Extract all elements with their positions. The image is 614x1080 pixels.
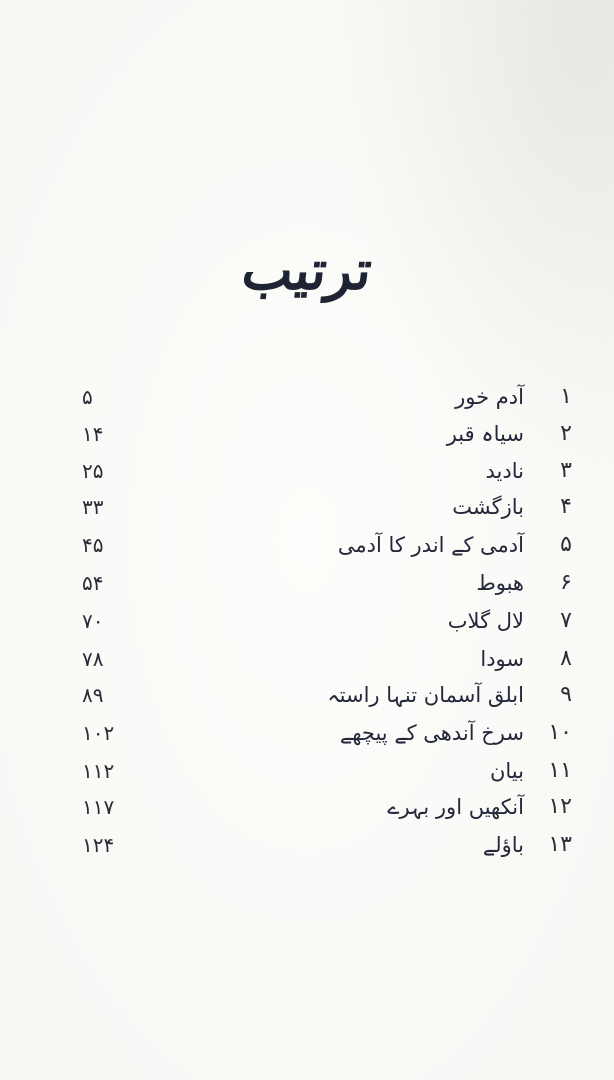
entry-title: آدمی کے اندر کا آدمی: [337, 533, 524, 557]
entry-number: ۱۳: [548, 832, 572, 857]
entry-number: ۱۰: [548, 720, 572, 745]
entry-number: ۹: [560, 682, 572, 707]
toc-entry: [0, 566, 614, 600]
toc-entry: [0, 490, 614, 524]
entry-number: ۶: [560, 570, 572, 595]
entry-page: ۱۲۴: [82, 833, 115, 857]
entry-title: بازگشت: [452, 495, 524, 519]
entry-title: باؤلے: [482, 833, 524, 857]
entry-title: ھبوط: [476, 571, 524, 595]
entry-title: ابلق آسمان تنہا راستہ: [327, 683, 524, 707]
toc-entry: [0, 642, 614, 676]
entry-number: ۸: [560, 646, 572, 671]
toc-entry: [0, 380, 614, 414]
entry-page: ۵: [82, 385, 93, 409]
entry-number: ۱۱: [548, 758, 572, 783]
toc-entry: [0, 417, 614, 451]
entry-number: ۴: [560, 494, 572, 519]
entry-title: آدم خور: [455, 385, 524, 409]
toc-entry: [0, 678, 614, 712]
toc-entry: [0, 604, 614, 638]
entry-title: لال گلاب: [447, 609, 524, 633]
entry-number: ۱۲: [548, 794, 572, 819]
entry-title: نادید: [485, 459, 524, 483]
entry-number: ۱: [560, 384, 572, 409]
toc-entry: [0, 828, 614, 862]
entry-number: ۵: [560, 532, 572, 557]
entry-page: ۸۹: [82, 683, 104, 707]
entry-number: ۷: [560, 608, 572, 633]
entry-page: ۲۵: [82, 459, 104, 483]
entry-page: ۱۴: [82, 422, 104, 446]
entry-page: ۷۰: [82, 609, 104, 633]
toc-entry: [0, 716, 614, 750]
entry-title: سودا: [480, 647, 524, 671]
entry-number: ۲: [560, 421, 572, 446]
toc-entry: [0, 528, 614, 562]
entry-title: سرخ آندھی کے پیچھے: [339, 721, 524, 745]
toc-entry: [0, 454, 614, 488]
entry-page: ۵۴: [82, 571, 104, 595]
entry-page: ۳۳: [82, 495, 104, 519]
entry-page: ۱۱۷: [82, 795, 115, 819]
toc-entry: [0, 754, 614, 788]
entry-title: بیان: [489, 759, 524, 783]
page-title: ترتیب: [239, 238, 375, 302]
entry-title: سیاہ قبر: [446, 422, 524, 446]
toc-entry: [0, 790, 614, 824]
entry-number: ۳: [560, 458, 572, 483]
entry-page: ۷۸: [82, 647, 104, 671]
entry-title: آنکھیں اور بہرے: [387, 795, 524, 819]
entry-page: ۱۰۲: [82, 721, 115, 745]
entry-page: ۴۵: [82, 533, 104, 557]
entry-page: ۱۱۲: [82, 759, 115, 783]
